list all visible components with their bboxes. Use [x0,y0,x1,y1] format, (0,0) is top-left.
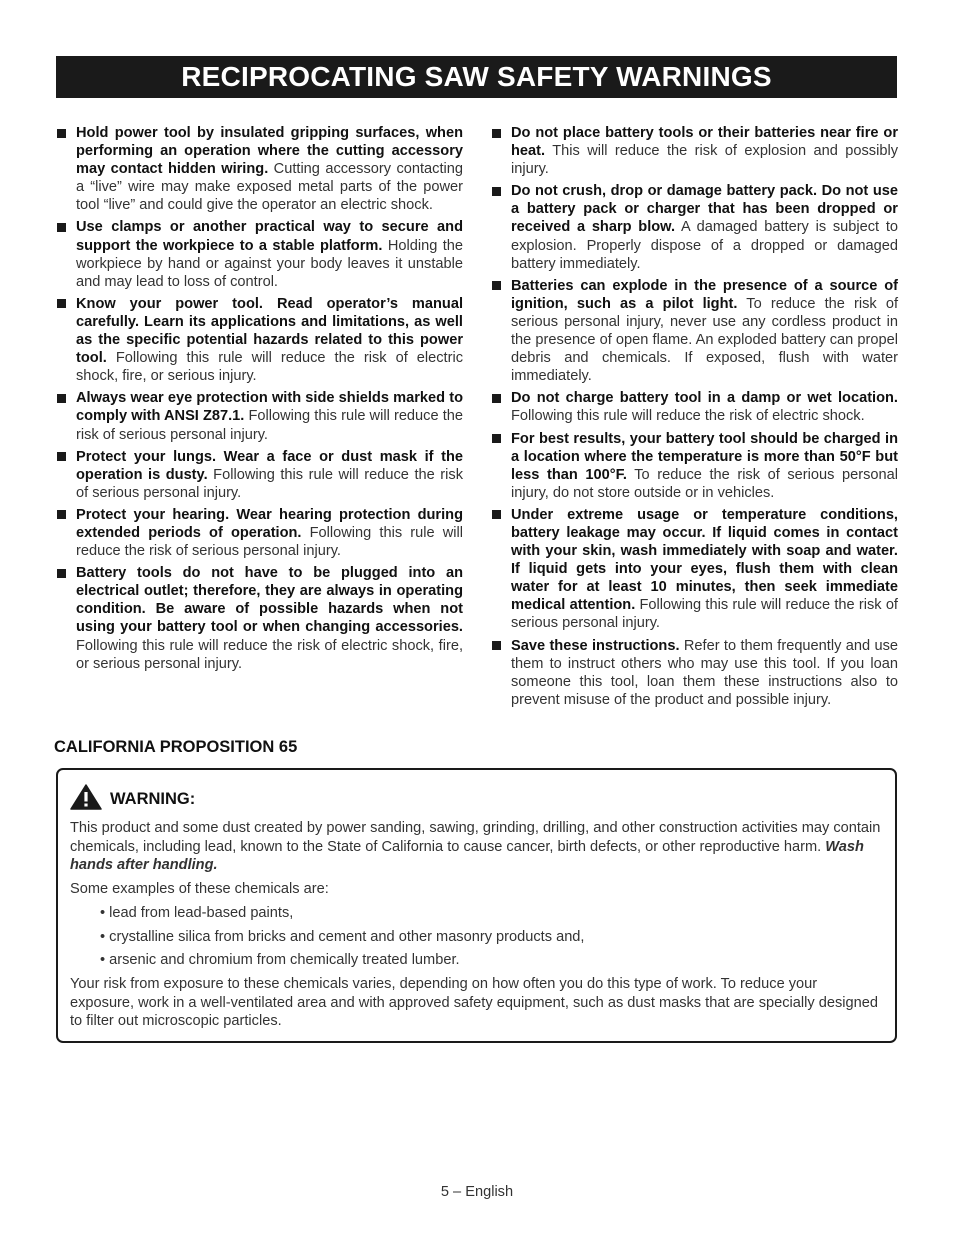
square-bullet-icon [57,394,66,403]
warning-item: Under extreme usage or temperature conditions, battery leakage may occur. If liquid comes in contact with your skin, wash immediately with soap and water. If liquid gets into your eyes, flush them with clean water for at least 10 minutes, then seek immediate medical attention. Following this rule will reduce the risk of serious personal injury. [491,506,898,633]
square-bullet-icon [492,510,501,519]
warning-item: For best results, your battery tool should be charged in a location where the temperature is more than 50°F but less than 100°F. To reduce the risk of serious personal injury, do not store outside or in vehicles. [491,430,898,502]
square-bullet-icon [492,281,501,290]
square-bullet-icon [57,510,66,519]
page-title: RECIPROCATING SAW SAFETY WARNINGS [56,56,897,98]
square-bullet-icon [492,434,501,443]
warning-item: Do not place battery tools or their batteries near fire or heat. This will reduce the risk of explosion and possibly injury. [491,124,898,178]
warning-body [70,819,885,1036]
warning-label: WARNING: [110,790,196,808]
square-bullet-icon [492,394,501,403]
example-item: • arsenic and chromium from chemically treated lumber. [100,952,460,969]
example-item: • crystalline silica from bricks and cement and other masonry products and, [100,928,585,945]
examples-intro: Some examples of these chemicals are: [70,881,329,898]
prop65-intro: This product and some dust created by power sanding, sawing, grinding, drilling, and other construction activities may contain chemicals, including lead, known to the State of California to cause cancer, birth defects, or other reproductive harm. Wash hands after handling. [70,820,881,874]
square-bullet-icon [492,129,501,138]
square-bullet-icon [492,187,501,196]
warning-item: Hold power tool by insulated gripping surfaces, when performing an operation where the cutting accessory may contact hidden wiring. Cutting accessory contacting a “live” wire may make exposed metal parts of the power tool “live” and could give the operator an electric shock. [56,124,463,214]
warning-triangle-icon [70,784,102,810]
warning-item: Do not crush, drop or damage battery pack. Do not use a battery pack or charger that has been dropped or received a sharp blow. A damaged battery is subject to explosion. Properly dispose of a dropped or damaged battery immediately. [491,182,898,272]
square-bullet-icon [57,129,66,138]
left-warnings-column [56,124,463,677]
warning-item: Use clamps or another practical way to secure and support the workpiece to a stable platform. Holding the workpiece by hand or against your body leaves it unstable and may lead to loss of control. [56,218,463,290]
square-bullet-icon [57,223,66,232]
square-bullet-icon [57,299,66,308]
prop65-warning-box [56,768,897,1043]
warning-item: Always wear eye protection with side shields marked to comply with ANSI Z87.1. Following this rule will reduce the risk of serious personal injury. [56,389,463,443]
prop65-closing: Your risk from exposure to these chemicals varies, depending on how often you do this type of work. To reduce your exposure, work in a well-ventilated area and with approved safety equipment, such as dust masks that are specially designed to filter out microscopic particles. [70,975,878,1030]
warning-item: Battery tools do not have to be plugged into an electrical outlet; therefore, they are always in operating condition. Be aware of possible hazards when not using your battery tool or when changing accessories. Following this rule will reduce the risk of electric shock, fire, or serious personal injury. [56,564,463,673]
prop65-heading: CALIFORNIA PROPOSITION 65 [54,738,298,756]
right-warnings-column [491,124,898,713]
square-bullet-icon [57,569,66,578]
warning-item: Know your power tool. Read operator’s manual carefully. Learn its applications and limitations, as well as the specific potential hazards related to this power tool. Following this rule will reduce the risk of electric shock, fire, or serious injury. [56,295,463,385]
square-bullet-icon [57,452,66,461]
warning-item: Do not charge battery tool in a damp or wet location. Following this rule will reduce the risk of electric shock. [491,389,898,425]
page-footer: 5 – English [440,1184,514,1200]
warning-item: Save these instructions. Refer to them frequently and use them to instruct others who may use this tool. If you loan someone this tool, loan them these instructions also to prevent misuse of the product and possible injury. [491,637,898,709]
warning-item: Batteries can explode in the presence of a source of ignition, such as a pilot light. To reduce the risk of serious personal injury, never use any cordless product in the presence of open flame. An exploded battery can propel debris and chemicals. If exposed, flush with water immediately. [491,277,898,386]
example-item: • lead from lead-based paints, [100,904,294,921]
warning-item: Protect your hearing. Wear hearing protection during extended periods of operation. Following this rule will reduce the risk of serious personal injury. [56,506,463,560]
square-bullet-icon [492,641,501,650]
warning-item: Protect your lungs. Wear a face or dust mask if the operation is dusty. Following this rule will reduce the risk of serious personal injury. [56,448,463,502]
